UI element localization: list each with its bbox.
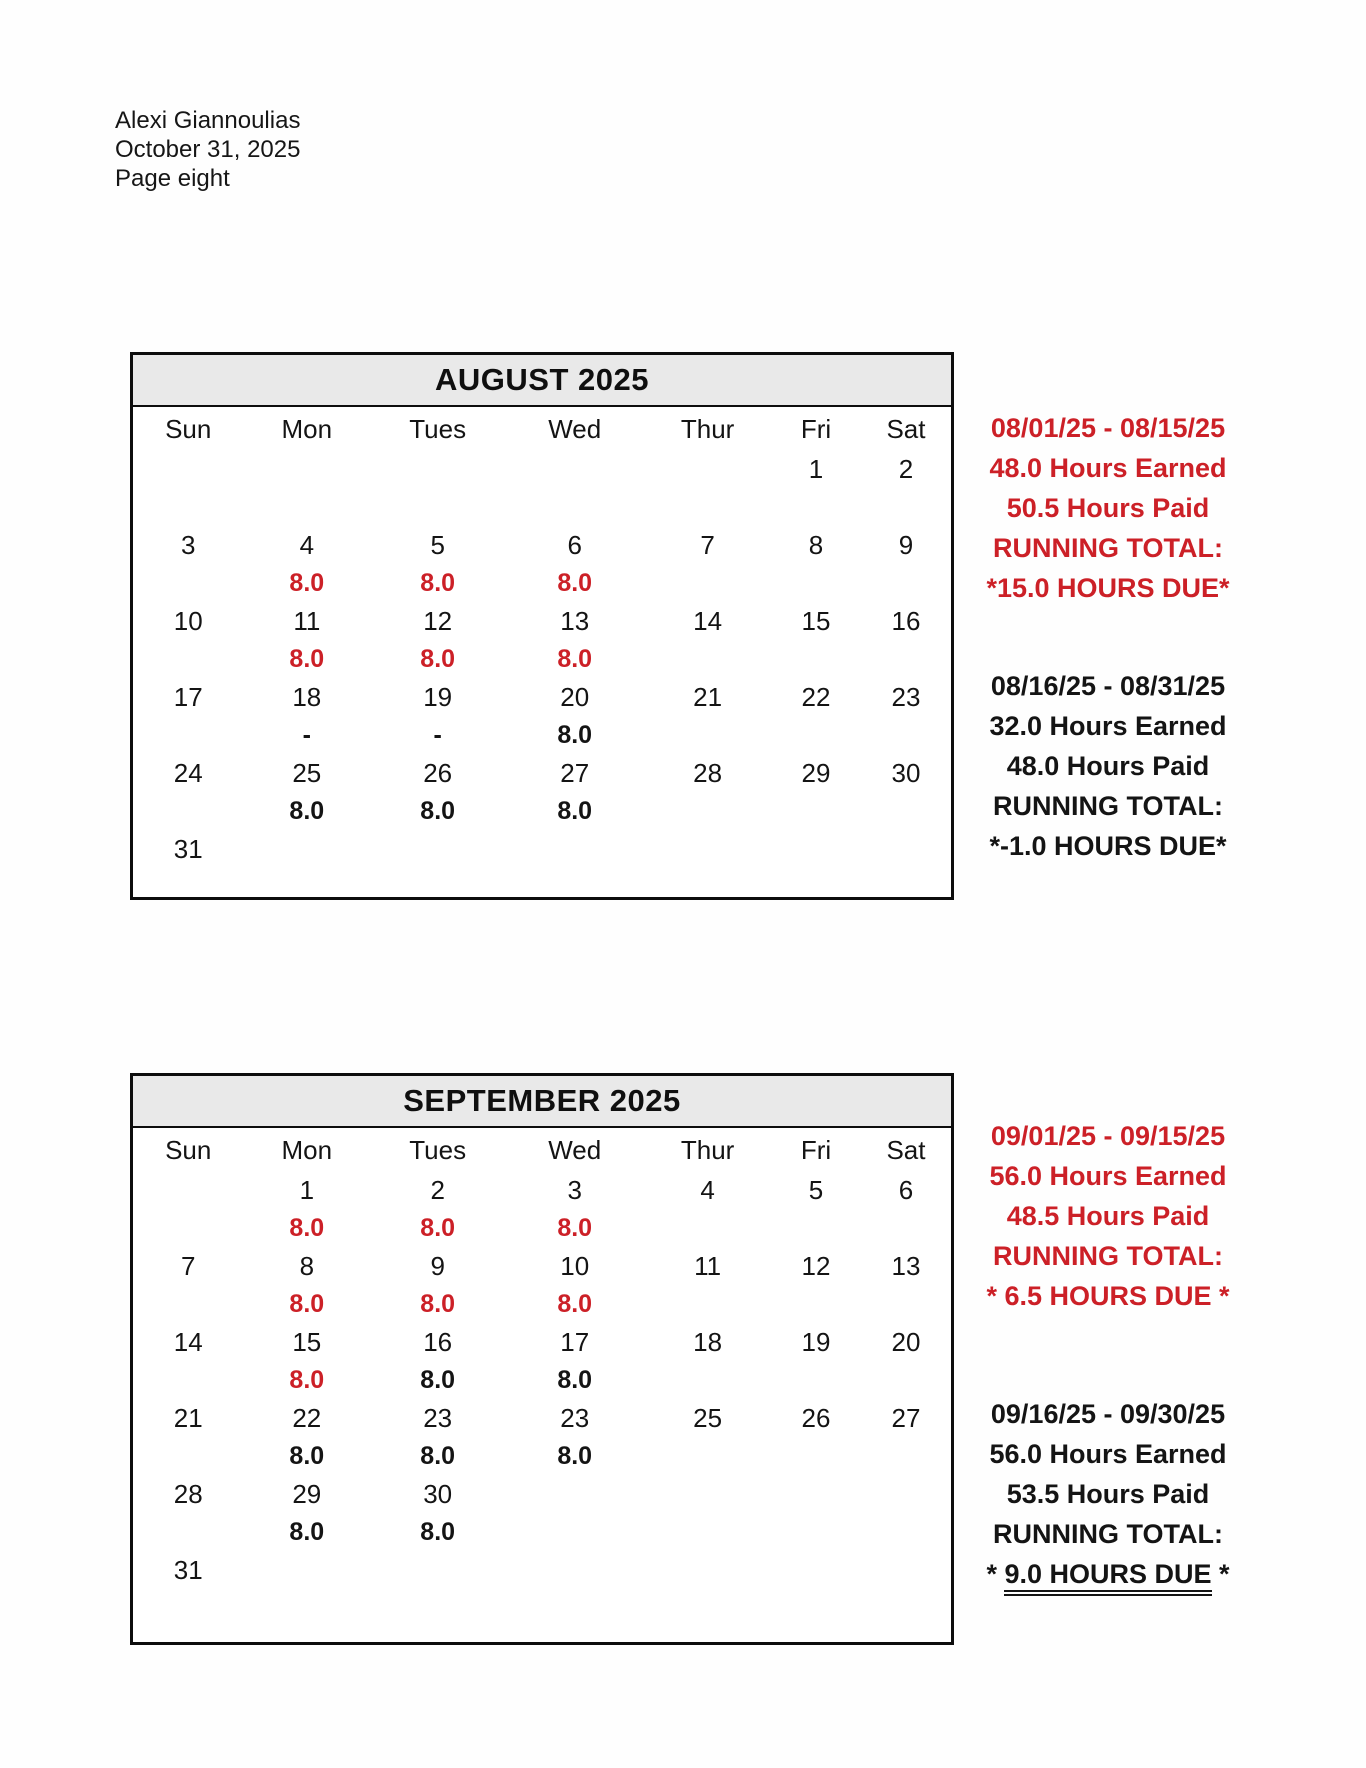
summary-line: 48.0 Hours Paid — [1006, 751, 1210, 781]
header-name-line: Alexi Giannoulias — [115, 107, 301, 134]
weekday-label: Wed — [548, 1134, 602, 1165]
weekday-label: Tues — [409, 413, 467, 444]
month-title-bar — [133, 1076, 951, 1128]
summary-line: 53.5 Hours Paid — [1006, 1479, 1210, 1509]
day-number: 30 — [891, 757, 921, 788]
calendar-week-hours-row — [133, 1514, 951, 1550]
hours-value: 8.0 — [557, 796, 593, 825]
hours-value: 8.0 — [289, 1441, 325, 1470]
weekday-label: Mon — [281, 1134, 333, 1165]
calendar-week-days-row — [133, 1550, 951, 1590]
calendar-week-hours-row — [133, 1438, 951, 1474]
day-number: 19 — [423, 681, 453, 712]
month-title: SEPTEMBER 2025 — [403, 1083, 681, 1118]
day-number: 30 — [423, 1478, 453, 1509]
hours-value: 8.0 — [557, 644, 593, 673]
hours-value: 8.0 — [557, 720, 593, 749]
day-number: 23 — [560, 1402, 590, 1433]
calendar-week-days-row — [133, 1474, 951, 1514]
calendar-week-days-row — [133, 1322, 951, 1362]
weekday-header-row — [133, 1130, 951, 1170]
day-number: 5 — [430, 529, 445, 560]
calendar-week-hours-row — [133, 869, 951, 905]
weekday-label: Thur — [680, 1134, 735, 1165]
summary-line: * 9.0 HOURS DUE * — [958, 1554, 1258, 1594]
pay-period-summary-sep-second-half — [958, 1394, 1258, 1594]
day-number: 18 — [693, 1326, 723, 1357]
day-number: 2 — [898, 453, 914, 484]
summary-line: 56.0 Hours Earned — [989, 1161, 1227, 1191]
day-number: 25 — [693, 1402, 723, 1433]
hours-value: 8.0 — [420, 1517, 456, 1546]
day-number: 20 — [891, 1326, 921, 1357]
calendar-week-hours-row — [133, 565, 951, 601]
day-number: 28 — [173, 1478, 203, 1509]
hours-due-underlined: 9.0 HOURS DUE — [1004, 1559, 1211, 1596]
day-number: 15 — [801, 605, 831, 636]
day-number: 18 — [292, 681, 322, 712]
hours-value: 8.0 — [420, 1213, 456, 1242]
day-number: 7 — [180, 1250, 196, 1281]
day-number: 14 — [693, 605, 723, 636]
hours-value: 8.0 — [289, 1213, 325, 1242]
summary-line: RUNNING TOTAL: — [993, 1241, 1223, 1271]
calendar-grid — [133, 449, 951, 905]
calendar-week-days-row — [133, 1398, 951, 1438]
header-date-line: October 31, 2025 — [115, 136, 301, 163]
summary-line: 50.5 Hours Paid — [1006, 493, 1210, 523]
day-number: 11 — [293, 605, 321, 636]
day-number: 6 — [567, 529, 582, 560]
weekday-label: Fri — [800, 1134, 832, 1165]
summary-line: RUNNING TOTAL: — [993, 533, 1223, 563]
day-number: 5 — [808, 1174, 824, 1205]
day-number: 12 — [423, 605, 453, 636]
hours-value: 8.0 — [289, 796, 325, 825]
hours-value: 8.0 — [420, 1365, 456, 1394]
day-number: 13 — [560, 605, 590, 636]
calendar-week-hours-row — [133, 717, 951, 753]
day-number: 15 — [292, 1326, 322, 1357]
weekday-label: Tues — [409, 1134, 467, 1165]
day-number: 16 — [423, 1326, 453, 1357]
calendar-week-hours-row — [133, 1590, 951, 1626]
day-number: 4 — [299, 529, 315, 560]
weekday-label: Mon — [281, 413, 333, 444]
summary-line: 56.0 Hours Earned — [989, 1439, 1227, 1469]
weekday-label: Sun — [165, 413, 212, 444]
summary-line: 48.0 Hours Earned — [989, 453, 1227, 483]
calendar-week-days-row — [133, 1170, 951, 1210]
day-number: 10 — [560, 1250, 590, 1281]
day-number: 8 — [808, 529, 824, 560]
day-number: 31 — [173, 1554, 203, 1585]
day-number: 21 — [693, 681, 723, 712]
day-number: 9 — [898, 529, 914, 560]
hours-value: - — [302, 720, 311, 749]
day-number: 16 — [891, 605, 921, 636]
hours-value: 8.0 — [420, 1289, 456, 1318]
day-number: 23 — [891, 681, 921, 712]
hours-value: 8.0 — [420, 796, 456, 825]
calendar-week-days-row — [133, 829, 951, 869]
day-number: 17 — [560, 1326, 590, 1357]
pay-period-summary-aug-first-half — [958, 408, 1258, 608]
day-number: 3 — [180, 529, 196, 560]
hours-value: 8.0 — [557, 568, 593, 597]
day-number: 14 — [173, 1326, 203, 1357]
calendar-week-days-row — [133, 753, 951, 793]
hours-value: 8.0 — [557, 1441, 593, 1470]
pay-period-summary-sep-first-half — [958, 1116, 1258, 1316]
summary-line: 09/16/25 - 09/30/25 — [990, 1399, 1226, 1429]
day-number: 9 — [430, 1250, 445, 1281]
day-number: 28 — [693, 757, 723, 788]
summary-line: *15.0 HOURS DUE* — [986, 573, 1230, 603]
day-number: 31 — [173, 833, 203, 864]
weekday-label: Fri — [800, 413, 832, 444]
hours-value: 8.0 — [289, 1289, 325, 1318]
hours-value: 8.0 — [289, 1517, 325, 1546]
weekday-label: Sat — [886, 413, 926, 444]
calendar-week-days-row — [133, 1246, 951, 1286]
calendar-week-days-row — [133, 601, 951, 641]
day-number: 23 — [423, 1402, 453, 1433]
pay-period-summary-aug-second-half — [958, 666, 1258, 866]
calendar-week-hours-row — [133, 1286, 951, 1322]
hours-value: 8.0 — [289, 644, 325, 673]
hours-value: 8.0 — [420, 644, 456, 673]
day-number: 4 — [700, 1174, 715, 1205]
day-number: 11 — [694, 1250, 722, 1281]
calendar-week-hours-row — [133, 1362, 951, 1398]
day-number: 25 — [292, 757, 322, 788]
summary-line: 32.0 Hours Earned — [989, 711, 1227, 741]
day-number: 10 — [173, 605, 203, 636]
day-number: 3 — [567, 1174, 582, 1205]
day-number: 26 — [423, 757, 453, 788]
calendar-week-hours-row — [133, 641, 951, 677]
day-number: 2 — [430, 1174, 445, 1205]
calendar-grid — [133, 1170, 951, 1626]
day-number: 12 — [801, 1250, 831, 1281]
weekday-label: Sun — [165, 1134, 212, 1165]
hours-value: 8.0 — [420, 1441, 456, 1470]
header-page-line: Page eight — [115, 165, 230, 192]
summary-line: 48.5 Hours Paid — [1006, 1201, 1210, 1231]
day-number: 20 — [560, 681, 590, 712]
calendar-week-hours-row — [133, 1210, 951, 1246]
hours-value: 8.0 — [557, 1365, 593, 1394]
calendar-week-days-row — [133, 449, 951, 489]
day-number: 22 — [801, 681, 831, 712]
calendar-week-hours-row — [133, 793, 951, 829]
weekday-label: Wed — [548, 413, 602, 444]
letter-header — [115, 106, 300, 193]
day-number: 1 — [299, 1174, 315, 1205]
day-number: 13 — [891, 1250, 921, 1281]
day-number: 26 — [801, 1402, 831, 1433]
calendar-week-days-row — [133, 525, 951, 565]
weekday-header-row — [133, 409, 951, 449]
weekday-label: Sat — [886, 1134, 926, 1165]
day-number: 7 — [700, 529, 715, 560]
day-number: 29 — [292, 1478, 322, 1509]
day-number: 6 — [898, 1174, 914, 1205]
hours-value: 8.0 — [289, 1365, 325, 1394]
summary-line: 09/01/25 - 09/15/25 — [990, 1121, 1226, 1151]
calendar-week-days-row — [133, 677, 951, 717]
day-number: 1 — [808, 453, 824, 484]
day-number: 27 — [560, 757, 590, 788]
calendar-september — [130, 1073, 954, 1645]
day-number: 24 — [173, 757, 203, 788]
hours-value: 8.0 — [420, 568, 456, 597]
summary-line: *-1.0 HOURS DUE* — [989, 831, 1227, 861]
summary-line: RUNNING TOTAL: — [993, 1519, 1223, 1549]
month-title-bar — [133, 355, 951, 407]
weekday-label: Thur — [680, 413, 735, 444]
day-number: 17 — [173, 681, 203, 712]
hours-value: - — [433, 720, 442, 749]
day-number: 8 — [299, 1250, 315, 1281]
day-number: 21 — [173, 1402, 203, 1433]
day-number: 29 — [801, 757, 831, 788]
summary-line: 08/16/25 - 08/31/25 — [990, 671, 1226, 701]
day-number: 27 — [891, 1402, 921, 1433]
summary-line: RUNNING TOTAL: — [993, 791, 1223, 821]
summary-line: 08/01/25 - 08/15/25 — [990, 413, 1226, 443]
hours-value: 8.0 — [557, 1289, 593, 1318]
calendar-august — [130, 352, 954, 900]
summary-line: * 6.5 HOURS DUE * — [986, 1281, 1230, 1311]
hours-value: 8.0 — [557, 1213, 593, 1242]
month-title: AUGUST 2025 — [435, 362, 649, 397]
day-number: 19 — [801, 1326, 831, 1357]
day-number: 22 — [292, 1402, 322, 1433]
hours-value: 8.0 — [289, 568, 325, 597]
calendar-week-hours-row — [133, 489, 951, 525]
